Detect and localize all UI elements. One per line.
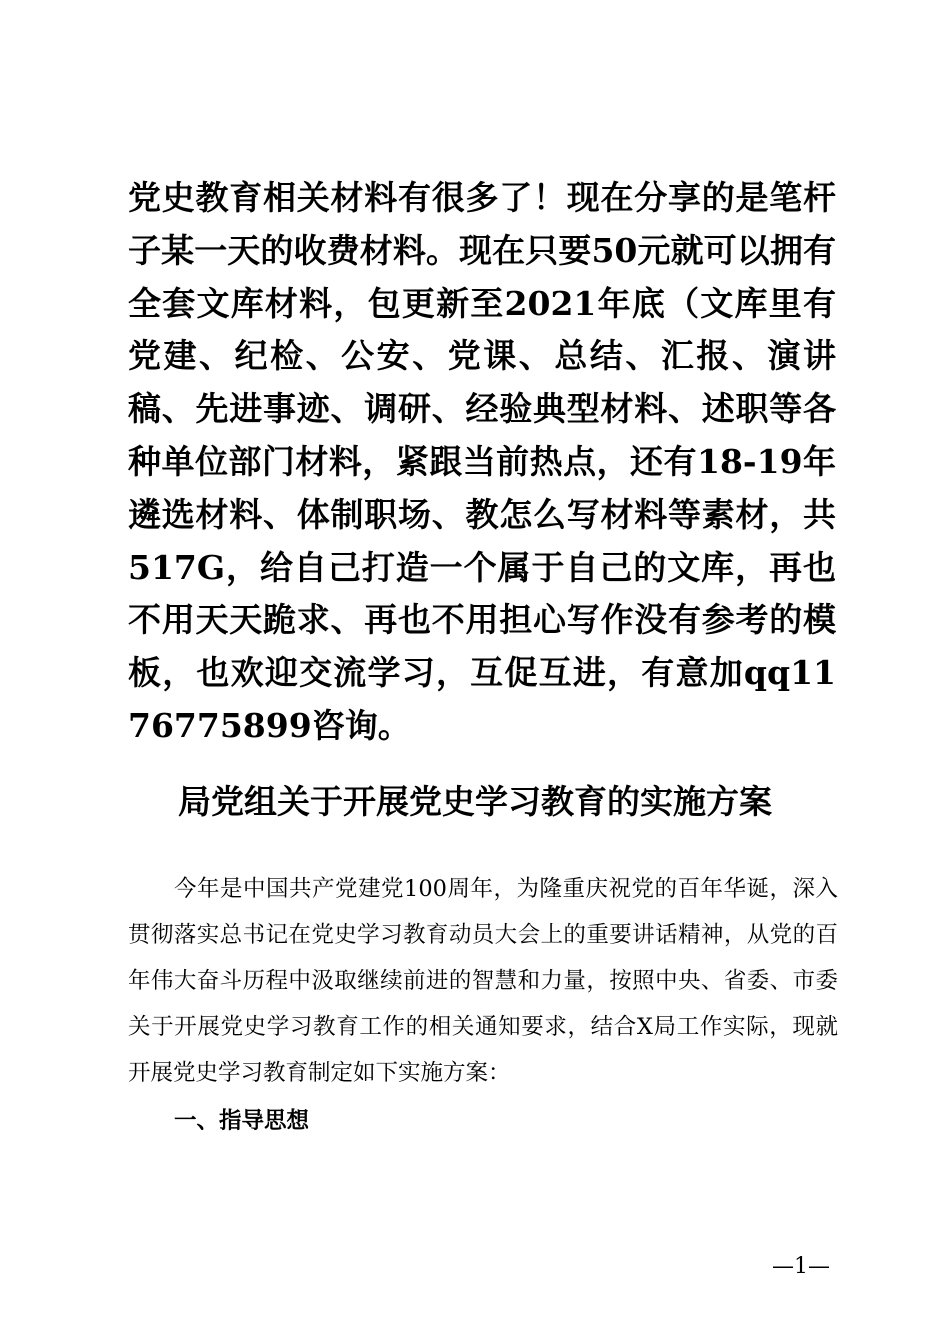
section-heading-guiding-ideology: 一、指导思想 bbox=[174, 1108, 310, 1134]
promo-paragraph: 党史教育相关材料有很多了！现在分享的是笔杆子某一天的收费材料。现在只要50元就可以拥有全套文库材料，包更新至2021年底（文库里有党建、纪检、公安、党课、总结、汇报、演讲稿、先进事迹、调研、经验典型材料、述职等各种单位部门材料，紧跟当前热点，还有18-19年遴选材料、体制职场、教怎么写材料等素材，共517G，给自己打造一个属于自己的文库，再也不用天天跪求、再也不用担心写作没有参考的模板，也欢迎交流学习，互促互进，有意加qq1176775899咨询。 bbox=[128, 178, 836, 745]
document-title: 局党组关于开展党史学习教育的实施方案 bbox=[178, 782, 772, 821]
intro-paragraph: 今年是中国共产党建党100周年，为隆重庆祝党的百年华诞，深入贯彻落实总书记在党史学习教育动员大会上的重要讲话精神，从党的百年伟大奋斗历程中汲取继续前进的智慧和力量，按照中央、省委、市委关于开展党史学习教育工作的相关通知要求，结合X局工作实际，现就开展党史学习教育制定如下实施方案： bbox=[128, 876, 838, 1086]
page-number: —1— bbox=[772, 1254, 830, 1279]
